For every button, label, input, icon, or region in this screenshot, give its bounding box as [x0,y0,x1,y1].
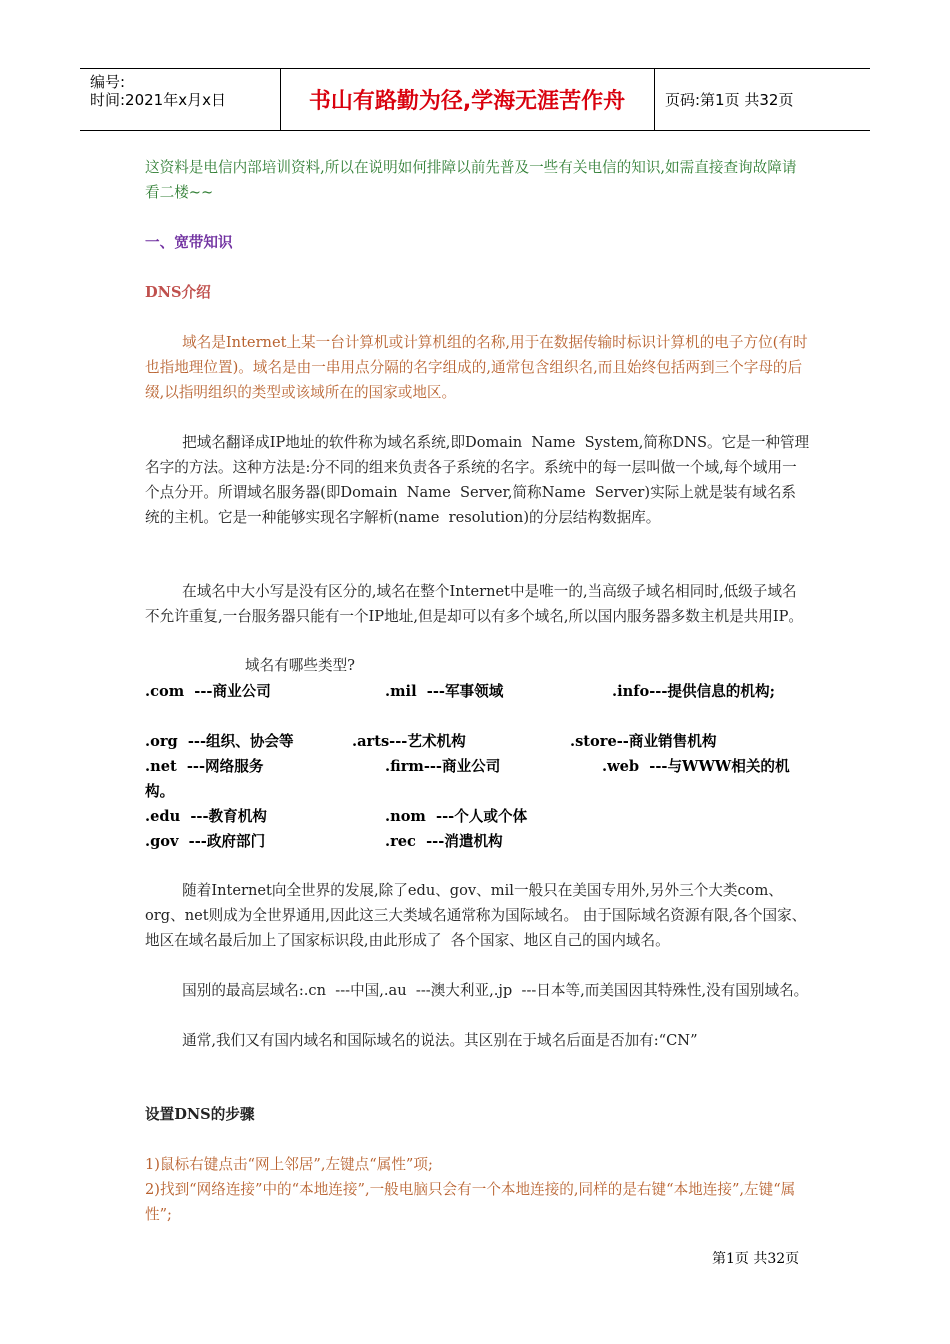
type-mil: .mil ---军事领域 [385,683,504,700]
paragraph-international: 随着Internet向全世界的发展,除了edu、gov、mil一般只在美国专用外,另外三个大类com、org、net则成为全世界通用,因此这三大类域名通常称为国际域名。 由于国际域名资源有限,各个国家、地区在域名最后加上了国家标识段,由此形成了 各个国家、地区自己的国内域名。 [145,882,807,949]
paragraph-cn: 通常,我们又有国内域名和国际域名的说法。其区别在于域名后面是否加有:“CN” [145,1032,698,1049]
header-motto-cell [280,69,655,130]
paragraph-domain: 域名是Internet上某一台计算机或计算机组的名称,用于在数据传输时标识计算机的电子方位(有时也指地理位置)。域名是由一串用点分隔的名字组成的,通常包含组织名,而且始终包括两到三个字母的后缀,以指明组织的类型或该域所在的国家或地区。 [145,334,808,401]
type-gov: .gov ---政府部门 [145,833,266,850]
dns-heading: DNS介绍 [145,284,211,301]
type-com: .com ---商业公司 [145,683,271,700]
header-meta [80,69,281,130]
type-org: .org ---组织、协会等 [145,733,294,750]
step-2: 2)找到“网络连接”中的“本地连接”,一般电脑只会有一个本地连接的,同样的是右键“本地连接”,左键“属性”; [145,1181,796,1223]
motto: 书山有路勤为径,学海无涯苦作舟 [308,89,626,114]
paragraph-country: 国别的最高层域名:.cn ---中国,.au ---澳大利亚,.jp ---日本等,而美国因其特殊性,没有国别域名。 [145,982,809,999]
type-arts: .arts---艺术机构 [352,733,466,750]
type-rec: .rec ---消遣机构 [385,833,503,850]
time-label: 时间:2021年x月x日 [90,91,226,109]
page-footer: 第1页 共32页 [712,1251,800,1267]
type-edu: .edu ---教育机构 [145,808,267,825]
step-1: 1)鼠标右键点击“网上邻居”,左键点“属性”项; [145,1156,433,1173]
type-store: .store--商业销售机构 [570,733,717,750]
page-header [80,68,870,131]
type-web: .web ---与WWW相关的机 [602,758,790,775]
paragraph-dns: 把域名翻译成IP地址的软件称为域名系统,即Domain Name System,简称DNS。它是一种管理名字的方法。这种方法是:分不同的组来负责各子系统的名字。系统中的每一层叫做一个域,每个域用一个点分开。所谓域名服务器(即Domain Name Server,简称Name Server)实际上就是装有域名系统的主机。它是一种能够实现名字解析(name resolution)的分层结构数据库。 [145,434,810,526]
type-info: .info---提供信息的机构; [612,683,775,700]
type-web-continued: 构。 [145,783,175,800]
types-question: 域名有哪些类型? [245,657,355,674]
steps-heading: 设置DNS的步骤 [145,1106,255,1123]
intro-paragraph: 这资料是电信内部培训资料,所以在说明如何排障以前先普及一些有关电信的知识,如需直接查询故障请看二楼~~ [145,159,797,201]
type-net: .net ---网络服务 [145,758,264,775]
page-info: 页码:第1页 共32页 [665,91,794,109]
paragraph-case: 在域名中大小写是没有区分的,域名在整个Internet中是唯一的,当高级子域名相同时,低级子域名不允许重复,一台服务器只能有一个IP地址,但是却可以有多个域名,所以国内服务器多数主机是共用IP。 [145,583,804,625]
section-title: 一、宽带知识 [145,234,233,251]
type-firm: .firm---商业公司 [385,758,501,775]
type-nom: .nom ---个人或个体 [385,808,528,825]
number-label: 编号: [90,73,126,91]
header-page-cell [655,69,870,130]
